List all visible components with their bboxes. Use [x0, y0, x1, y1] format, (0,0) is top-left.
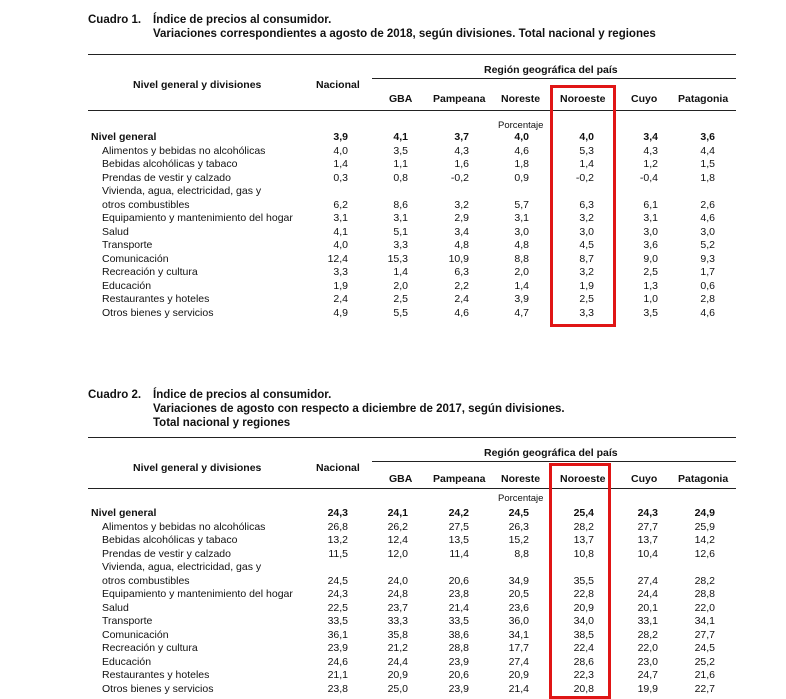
cell-pampeana: 4,3 — [454, 144, 469, 157]
cell-cuyo: 28,2 — [637, 628, 658, 641]
cell-gba: 24,8 — [387, 588, 408, 600]
cell-patagonia: 9,3 — [700, 252, 715, 265]
cell-patagonia: 2,6 — [700, 198, 715, 211]
table-row — [0, 602, 786, 615]
cell-gba: 2,0 — [393, 279, 408, 292]
cell-gba: 15,3 — [387, 252, 408, 265]
table-1-caption-number: Cuadro 1. — [88, 14, 142, 26]
table-2-col-gba: GBA — [389, 473, 413, 485]
cell-noroeste: 8,7 — [579, 252, 594, 265]
cell-pampeana: 38,6 — [448, 628, 469, 641]
cell-cuyo: 22,0 — [637, 642, 658, 654]
cell-pampeana: 4,6 — [454, 306, 469, 319]
cell-patagonia: 2,8 — [700, 293, 715, 305]
table-row — [0, 575, 786, 588]
cell-pampeana: 10,9 — [448, 252, 469, 265]
cell-noreste: 24,5 — [508, 507, 529, 519]
cell-pampeana: 33,5 — [448, 615, 469, 627]
table-1-caption-line-1: Índice de precios al consumidor. — [153, 14, 332, 26]
cell-noroeste: 6,3 — [579, 198, 594, 211]
cell-patagonia: 1,8 — [700, 171, 715, 184]
cell-gba: 26,2 — [387, 520, 408, 533]
cell-pampeana: 11,4 — [449, 547, 469, 560]
row-label: Otros bienes y servicios — [102, 682, 214, 695]
table-row — [0, 521, 786, 534]
cell-gba: 0,8 — [393, 171, 408, 184]
row-label: Comunicación — [102, 628, 169, 641]
cell-patagonia: 4,4 — [700, 144, 715, 157]
table-1-col-patagonia: Patagonia — [678, 93, 729, 105]
table-1-nacional-header: Nacional — [316, 79, 360, 91]
cell-patagonia: 1,7 — [700, 266, 715, 278]
cell-cuyo: 27,7 — [637, 520, 658, 533]
cell-noroeste: 38,5 — [573, 628, 594, 641]
cell-noroeste: 34,0 — [573, 615, 594, 627]
cell-gba: 5,1 — [393, 225, 408, 238]
cell-cuyo: 3,6 — [643, 239, 658, 251]
table-row — [0, 158, 786, 171]
cell-pampeana: 23,9 — [448, 682, 469, 695]
cell-noroeste: 4,0 — [579, 131, 594, 143]
cell-cuyo: 10,4 — [637, 547, 658, 560]
table-2-nacional-header: Nacional — [316, 462, 360, 474]
cell-gba: 8,6 — [393, 198, 408, 211]
table-2-col-cuyo: Cuyo — [631, 473, 658, 485]
cell-gba: 25,0 — [387, 682, 408, 695]
row-label: Salud — [102, 601, 129, 614]
cell-gba: 21,2 — [387, 642, 408, 654]
table-1-row-header: Nivel general y divisiones — [133, 79, 262, 91]
row-label: otros combustibles — [102, 574, 190, 587]
cell-patagonia: 24,9 — [694, 507, 715, 519]
cell-noreste: 21,4 — [508, 682, 529, 695]
cell-pampeana: 20,6 — [448, 669, 469, 681]
table-row — [0, 588, 786, 601]
cell-noreste: 4,7 — [514, 306, 529, 319]
cell-nacional: 24,6 — [327, 655, 348, 668]
cell-nacional: 12,4 — [327, 252, 348, 265]
row-label: Bebidas alcohólicas y tabaco — [102, 158, 238, 170]
row-label: Educación — [102, 279, 152, 292]
cell-nacional: 21,1 — [327, 669, 348, 681]
row-label: Bebidas alcohólicas y tabaco — [102, 534, 238, 546]
cell-pampeana: 28,8 — [448, 642, 469, 654]
cell-noreste: 34,9 — [508, 574, 529, 587]
cell-noroeste: 3,3 — [579, 306, 594, 319]
cell-patagonia: 1,5 — [700, 158, 715, 170]
table-row — [0, 669, 786, 682]
cell-noroeste: 3,2 — [579, 212, 594, 224]
table-1-col-gba: GBA — [389, 93, 413, 105]
cell-nacional: 26,8 — [327, 520, 348, 533]
cell-noroeste: -0,2 — [575, 171, 594, 184]
cell-noroeste: 3,2 — [579, 266, 594, 278]
cell-patagonia: 22,7 — [694, 682, 715, 695]
row-label: Restaurantes y hoteles — [102, 669, 210, 681]
cell-cuyo: 24,4 — [637, 588, 658, 600]
cell-pampeana: 23,9 — [448, 655, 469, 668]
cell-nacional: 13,2 — [327, 534, 348, 546]
table-row — [0, 253, 786, 266]
table-row — [0, 212, 786, 225]
cell-noreste: 34,1 — [508, 628, 529, 641]
cell-noreste: 4,8 — [514, 239, 529, 251]
table-2-col-noroeste: Noroeste — [560, 473, 606, 485]
row-label: Nivel general — [91, 131, 157, 143]
cell-cuyo: 1,3 — [643, 279, 658, 292]
cell-pampeana: 3,2 — [454, 198, 469, 211]
row-label: Restaurantes y hoteles — [102, 293, 210, 305]
cell-noroeste: 3,0 — [579, 225, 594, 238]
cell-cuyo: 33,1 — [637, 615, 658, 627]
cell-pampeana: 3,7 — [454, 131, 469, 143]
cell-noroeste: 22,8 — [573, 588, 594, 600]
cell-noreste: 8,8 — [514, 547, 529, 560]
cell-noreste: 23,6 — [508, 601, 529, 614]
table-1-col-pampeana: Pampeana — [433, 93, 486, 105]
table-row — [0, 280, 786, 293]
table-row — [0, 293, 786, 306]
table-1-col-cuyo: Cuyo — [631, 93, 658, 105]
cell-noreste: 1,4 — [514, 279, 529, 292]
cell-cuyo: 4,3 — [643, 144, 658, 157]
cell-cuyo: 23,0 — [637, 655, 658, 668]
cell-pampeana: 24,2 — [448, 507, 469, 519]
table-row — [0, 561, 786, 574]
cell-noroeste: 2,5 — [579, 293, 594, 305]
cell-gba: 3,1 — [393, 212, 408, 224]
cell-noroeste: 20,9 — [573, 601, 594, 614]
cell-pampeana: 6,3 — [454, 266, 469, 278]
table-1-unit: Porcentaje — [498, 120, 544, 131]
cell-cuyo: 3,5 — [643, 306, 658, 319]
cell-cuyo: 20,1 — [637, 601, 658, 614]
table-1-col-noreste: Noreste — [501, 93, 541, 105]
cell-patagonia: 25,9 — [694, 520, 715, 533]
cell-gba: 1,4 — [393, 266, 408, 278]
cell-noreste: 36,0 — [508, 615, 529, 627]
table-row — [0, 307, 786, 320]
cell-patagonia: 22,0 — [694, 601, 715, 614]
cell-patagonia: 12,6 — [694, 547, 715, 560]
row-label: otros combustibles — [102, 198, 190, 211]
cell-gba: 12,4 — [387, 534, 408, 546]
table-row — [0, 145, 786, 158]
cell-gba: 3,3 — [393, 239, 408, 251]
cell-patagonia: 25,2 — [694, 655, 715, 668]
cell-cuyo: 3,4 — [643, 131, 658, 143]
table-row — [0, 642, 786, 655]
table-row — [0, 615, 786, 628]
cell-noreste: 5,7 — [514, 198, 529, 211]
table-row — [0, 131, 786, 144]
cell-gba: 3,5 — [393, 144, 408, 157]
cell-nacional: 24,3 — [327, 588, 348, 600]
cell-patagonia: 28,2 — [694, 574, 715, 587]
cell-pampeana: 3,4 — [454, 225, 469, 238]
cell-cuyo: 27,4 — [637, 574, 658, 587]
row-label: Vivienda, agua, electricidad, gas y — [102, 185, 262, 197]
row-label: Equipamiento y mantenimiento del hogar — [102, 212, 293, 224]
table-row — [0, 629, 786, 642]
cell-gba: 24,0 — [387, 574, 408, 587]
cell-gba: 20,9 — [387, 669, 408, 681]
cell-pampeana: 2,9 — [454, 212, 469, 224]
table-2-caption-line-2: Variaciones de agosto con respecto a diciembre de 2017, según divisiones. — [153, 403, 565, 415]
cell-gba: 24,1 — [387, 507, 408, 519]
cell-noreste: 4,6 — [514, 144, 529, 157]
cell-nacional: 33,5 — [327, 615, 348, 627]
cell-noroeste: 28,2 — [573, 520, 594, 533]
cell-noreste: 27,4 — [508, 655, 529, 668]
cell-pampeana: 13,5 — [448, 534, 469, 546]
table-1-highlight-box — [550, 85, 616, 327]
cell-nacional: 23,9 — [327, 642, 348, 654]
cell-noroeste: 5,3 — [579, 144, 594, 157]
cell-gba: 2,5 — [393, 293, 408, 305]
table-row — [0, 172, 786, 185]
cell-nacional: 4,1 — [333, 225, 348, 238]
table-2-unit: Porcentaje — [498, 493, 544, 504]
table-1-col-noroeste: Noroeste — [560, 93, 606, 105]
row-label: Vivienda, agua, electricidad, gas y — [102, 561, 262, 573]
cell-patagonia: 4,6 — [700, 212, 715, 224]
table-row — [0, 266, 786, 279]
table-row — [0, 656, 786, 669]
cell-cuyo: 2,5 — [643, 266, 658, 278]
row-label: Salud — [102, 225, 129, 238]
table-row — [0, 226, 786, 239]
cell-nacional: 36,1 — [327, 628, 348, 641]
table-row — [0, 239, 786, 252]
cell-noreste: 3,9 — [514, 293, 529, 305]
cell-nacional: 2,4 — [333, 293, 348, 305]
cell-nacional: 6,2 — [333, 198, 348, 211]
cell-noroeste: 1,9 — [579, 279, 594, 292]
cell-gba: 1,1 — [393, 158, 408, 170]
cell-patagonia: 5,2 — [700, 239, 715, 251]
cell-nacional: 1,4 — [333, 158, 348, 170]
cell-noroeste: 28,6 — [573, 655, 594, 668]
cell-gba: 24,4 — [387, 655, 408, 668]
row-label: Recreación y cultura — [102, 266, 198, 278]
cell-pampeana: 23,8 — [448, 588, 469, 600]
table-row — [0, 548, 786, 561]
table-2-caption-line-1: Índice de precios al consumidor. — [153, 389, 332, 401]
cell-gba: 23,7 — [387, 601, 408, 614]
cell-patagonia: 34,1 — [694, 615, 715, 627]
row-label: Otros bienes y servicios — [102, 306, 214, 319]
cell-noroeste: 22,4 — [573, 642, 594, 654]
row-label: Transporte — [102, 239, 153, 251]
cell-noroeste: 25,4 — [573, 507, 594, 519]
table-2-col-noreste: Noreste — [501, 473, 541, 485]
cell-gba: 12,0 — [387, 547, 408, 560]
cell-noreste: 3,1 — [514, 212, 529, 224]
cell-pampeana: 2,4 — [454, 293, 469, 305]
row-label: Nivel general — [91, 507, 157, 519]
cell-cuyo: 9,0 — [643, 252, 658, 265]
cell-nacional: 3,1 — [333, 212, 348, 224]
table-row — [0, 199, 786, 212]
row-label: Recreación y cultura — [102, 642, 198, 654]
table-2-header-rule — [88, 488, 736, 489]
cell-patagonia: 3,6 — [700, 131, 715, 143]
table-2-col-pampeana: Pampeana — [433, 473, 486, 485]
cell-nacional: 11,5 — [328, 547, 348, 560]
row-label: Alimentos y bebidas no alcohólicas — [102, 520, 266, 533]
cell-pampeana: 2,2 — [454, 279, 469, 292]
cell-nacional: 1,9 — [333, 279, 348, 292]
cell-patagonia: 24,5 — [694, 642, 715, 654]
cell-gba: 33,3 — [387, 615, 408, 627]
cell-patagonia: 21,6 — [694, 669, 715, 681]
cell-noreste: 26,3 — [508, 520, 529, 533]
cell-noroeste: 20,8 — [573, 682, 594, 695]
table-row — [0, 683, 786, 696]
cell-gba: 4,1 — [393, 131, 408, 143]
cell-nacional: 23,8 — [327, 682, 348, 695]
table-2-row-header: Nivel general y divisiones — [133, 462, 262, 474]
table-2-col-patagonia: Patagonia — [678, 473, 729, 485]
cell-patagonia: 14,2 — [694, 534, 715, 546]
table-1-header-rule — [88, 110, 736, 111]
row-label: Prendas de vestir y calzado — [102, 171, 231, 184]
table-row — [0, 507, 786, 520]
cell-noroeste: 10,8 — [573, 547, 594, 560]
table-row — [0, 185, 786, 198]
cell-pampeana: -0,2 — [450, 171, 469, 184]
cell-noroeste: 35,5 — [573, 574, 594, 587]
cell-noreste: 8,8 — [514, 252, 529, 265]
cell-pampeana: 20,6 — [448, 574, 469, 587]
cell-nacional: 22,5 — [327, 601, 348, 614]
cell-noreste: 15,2 — [508, 534, 529, 546]
table-1-region-header: Región geográfica del país — [484, 64, 618, 76]
cell-cuyo: 3,0 — [643, 225, 658, 238]
cell-noroeste: 22,3 — [573, 669, 594, 681]
cell-nacional: 4,0 — [333, 144, 348, 157]
cell-cuyo: 3,1 — [643, 212, 658, 224]
cell-nacional: 24,3 — [327, 507, 348, 519]
cell-noroeste: 1,4 — [579, 158, 594, 170]
cell-nacional: 24,5 — [327, 574, 348, 587]
cell-noreste: 3,0 — [514, 225, 529, 238]
cell-nacional: 4,9 — [333, 306, 348, 319]
cell-patagonia: 4,6 — [700, 306, 715, 319]
cell-noreste: 20,5 — [508, 588, 529, 600]
cell-nacional: 4,0 — [333, 239, 348, 251]
cell-pampeana: 27,5 — [448, 520, 469, 533]
cell-noroeste: 13,7 — [573, 534, 594, 546]
table-1-top-rule — [88, 54, 736, 55]
cell-nacional: 0,3 — [333, 171, 348, 184]
cell-pampeana: 1,6 — [454, 158, 469, 170]
table-2-region-rule — [372, 461, 736, 462]
cell-cuyo: 19,9 — [637, 682, 658, 695]
cell-cuyo: 1,0 — [643, 293, 658, 305]
row-label: Alimentos y bebidas no alcohólicas — [102, 144, 266, 157]
cell-noreste: 4,0 — [514, 131, 529, 143]
table-2-top-rule — [88, 437, 736, 438]
row-label: Comunicación — [102, 252, 169, 265]
cell-patagonia: 0,6 — [700, 279, 715, 292]
row-label: Transporte — [102, 615, 153, 627]
cell-pampeana: 21,4 — [448, 601, 469, 614]
cell-gba: 5,5 — [393, 306, 408, 319]
cell-patagonia: 3,0 — [700, 225, 715, 238]
cell-pampeana: 4,8 — [454, 239, 469, 251]
cell-gba: 35,8 — [387, 628, 408, 641]
table-2-highlight-box — [549, 463, 611, 699]
cell-cuyo: 13,7 — [637, 534, 658, 546]
cell-patagonia: 28,8 — [694, 588, 715, 600]
cell-noreste: 2,0 — [514, 266, 529, 278]
cell-noreste: 0,9 — [514, 171, 529, 184]
table-1-caption-line-2: Variaciones correspondientes a agosto de 2018, según divisiones. Total nacional y regiones — [153, 28, 656, 40]
cell-noreste: 20,9 — [508, 669, 529, 681]
cell-patagonia: 27,7 — [694, 628, 715, 641]
cell-cuyo: 24,3 — [637, 507, 658, 519]
cell-noreste: 1,8 — [514, 158, 529, 170]
cell-noreste: 17,7 — [508, 642, 529, 654]
cell-cuyo: -0,4 — [639, 171, 658, 184]
row-label: Equipamiento y mantenimiento del hogar — [102, 588, 293, 600]
table-row — [0, 534, 786, 547]
cell-nacional: 3,3 — [333, 266, 348, 278]
cell-cuyo: 24,7 — [637, 669, 658, 681]
table-2-caption-number: Cuadro 2. — [88, 389, 142, 401]
row-label: Educación — [102, 655, 152, 668]
table-2-caption-line-3: Total nacional y regiones — [153, 417, 291, 429]
cell-cuyo: 1,2 — [643, 158, 658, 170]
row-label: Prendas de vestir y calzado — [102, 547, 231, 560]
table-2-region-header: Región geográfica del país — [484, 447, 618, 459]
table-1-region-rule — [372, 78, 736, 79]
cell-noroeste: 4,5 — [579, 239, 594, 251]
cell-cuyo: 6,1 — [643, 198, 658, 211]
cell-nacional: 3,9 — [333, 131, 348, 143]
